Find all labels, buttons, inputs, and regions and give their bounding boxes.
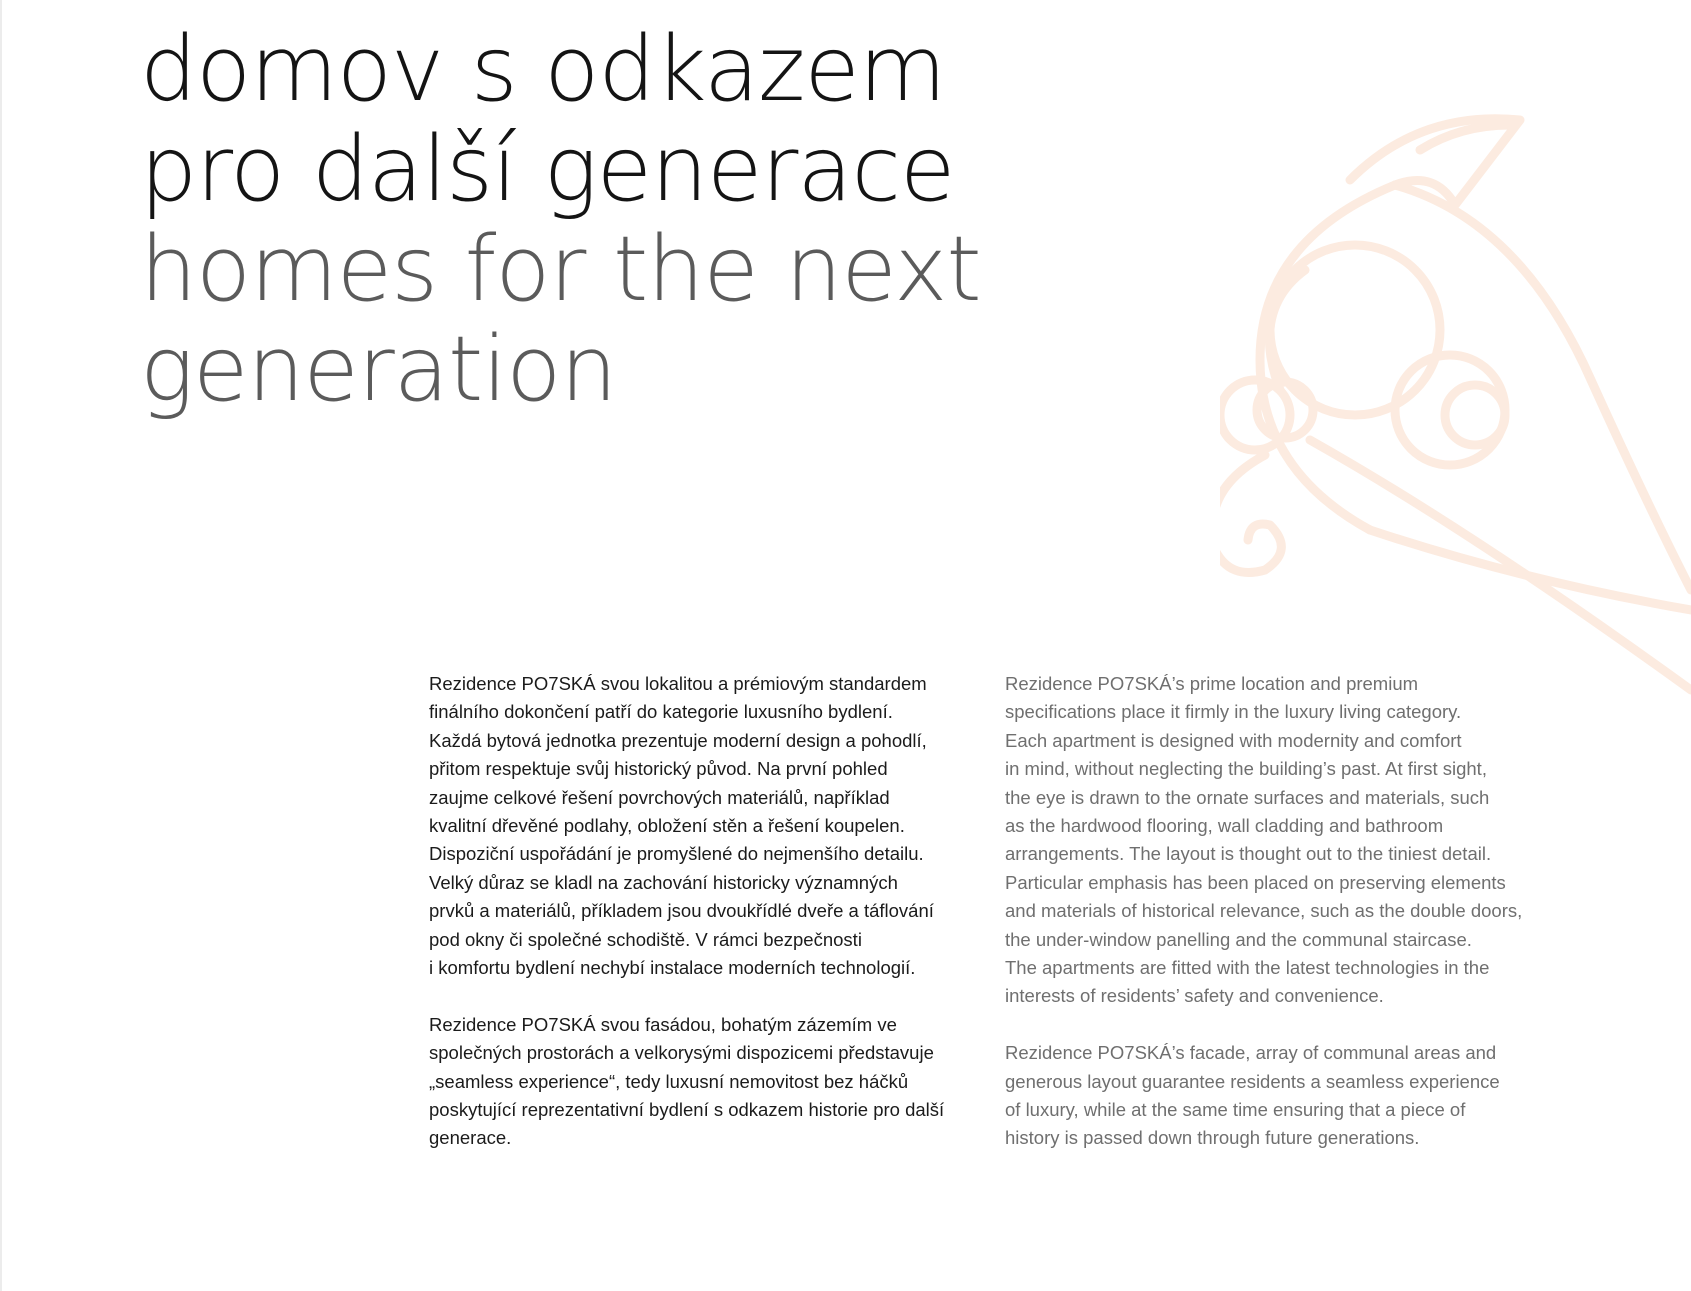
body-en-paragraph-1: Rezidence PO7SKÁ’s prime location and premium specifications place it firmly in the luxury living category. Each apartment is designed with modernity and comfort in mind, without neglecting the building’s past. At first sight, the eye is drawn to the ornate surfaces and materials, such as the hardwood flooring, wall cladding and bathroom arrangements. The layout is thought out to the tiniest detail. Particular emphasis has been placed on preserving elements and materials of historical relevance, such as the double doors, the under-window panelling and the communal staircase. The apartments are fitted with the latest technologies in the interests of residents’ safety and convenience. bbox=[1005, 673, 1523, 1007]
heading-en-line-2: generation bbox=[140, 317, 617, 422]
body-en-paragraph-2: Rezidence PO7SKÁ’s facade, array of communal areas and generous layout guarantee residents a seamless experience of luxury, while at the same time ensuring that a piece of history is passed down through future generations. bbox=[1005, 1042, 1500, 1149]
body-cz-paragraph-1: Rezidence PO7SKÁ svou lokalitou a prémiovým standardem finálního dokončení patří do kategorie luxusního bydlení. Každá bytová jednotka prezentuje moderní design a pohodlí, přitom respektuje svůj historický původ. Na první pohled zaujme celkové řešení povrchových materiálů, například kvalitní dřevěné podlahy, obložení stěn a řešení koupelen. Dispoziční uspořádání je promyšlené do nejmenšího detailu. Velký důraz se kladl na zachování historicky významných prvků a materiálů, příkladem jsou dvoukřídlé dveře a táflování pod okny či společné schodiště. V rámci bezpečnosti i komfortu bydlení nechybí instalace moderních technologií. bbox=[429, 673, 934, 979]
body-cz-paragraph-2: Rezidence PO7SKÁ svou fasádou, bohatým zázemím ve společných prostorách a velkorysými dispozicemi představuje „seamless experience“, tedy luxusní nemovitost bez háčků poskytující reprezentativní bydlení s odkazem historie pro další generace. bbox=[429, 1013, 945, 1149]
bird-ornament-icon bbox=[1220, 110, 1691, 710]
body-column-czech bbox=[429, 670, 1004, 1181]
heading-en-line-1: homes for the next bbox=[140, 217, 981, 322]
heading-cz-line-1: domov s odkazem bbox=[140, 17, 946, 122]
heading-cz-line-2: pro další generace bbox=[140, 117, 955, 222]
page-edge-divider bbox=[0, 0, 2, 1291]
page-heading bbox=[140, 17, 981, 422]
body-column-english bbox=[1005, 670, 1605, 1181]
